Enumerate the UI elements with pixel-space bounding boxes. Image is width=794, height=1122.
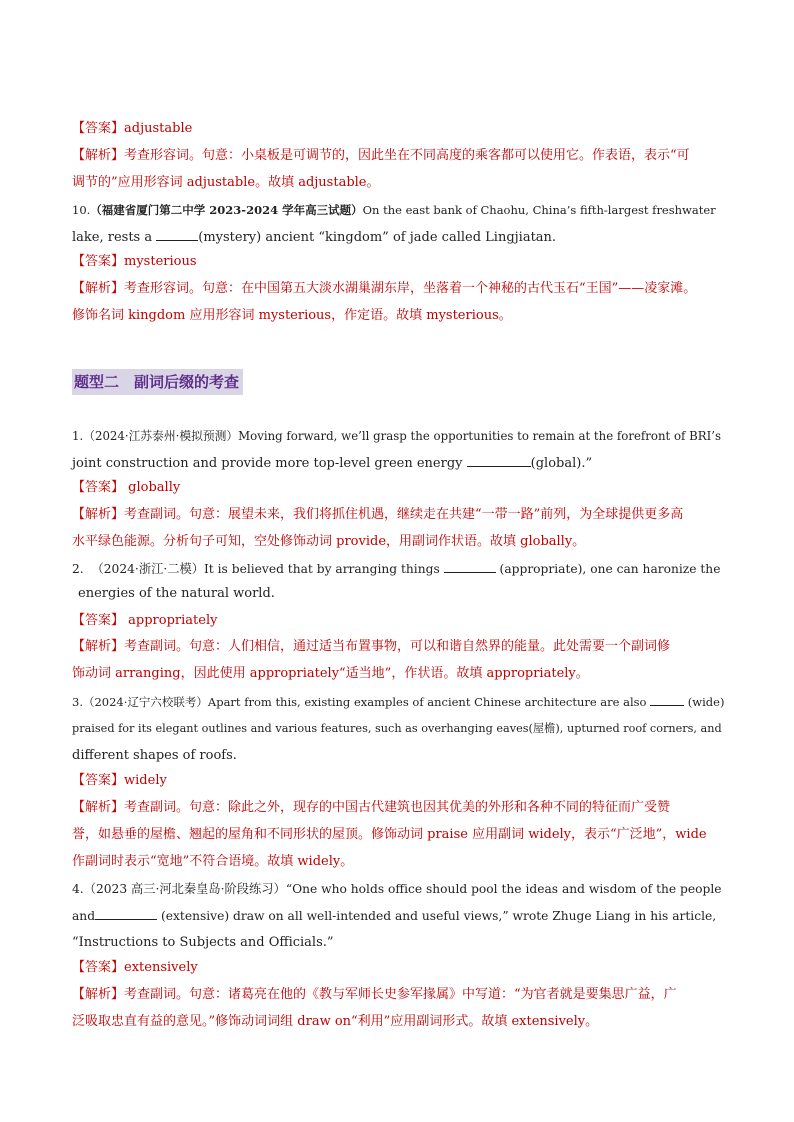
analysis-line <box>72 638 670 656</box>
question-number: 3. <box>72 695 83 709</box>
question-text: Apart from this, existing examples of ancient Chinese architecture are also <box>207 695 647 709</box>
analysis-line <box>72 533 585 551</box>
analysis-text: 饰动词 arranging，因此使用 appropriately“适当地”，作状语。故填 appropriately。 <box>72 666 589 681</box>
analysis-line <box>72 986 677 1004</box>
answer-tag: 【答案】 <box>72 960 125 975</box>
analysis-tag: 【解析】 <box>72 987 125 1002</box>
analysis-line <box>72 799 670 817</box>
question-text: (extensive) draw on all well-intended and useful views,” wrote Zhuge Liang in his article, <box>160 909 717 923</box>
analysis-text: 水平绿色能源。分析句子可知，空处修饰动词 provide，用副词作状语。故填 globally。 <box>72 534 586 549</box>
question-text: (mystery) ancient “kingdom” of jade called Lingjiatan. <box>198 230 557 245</box>
answer-tag: 【答案】 <box>72 613 125 628</box>
question-2-line-2 <box>78 585 275 603</box>
analysis-tag: 【解析】 <box>72 281 125 296</box>
question-1 <box>72 427 721 445</box>
answer-value: extensively <box>124 960 198 975</box>
question-2 <box>72 560 720 578</box>
analysis-line <box>72 826 707 844</box>
answer-line <box>72 120 192 138</box>
question-1-line-2 <box>72 454 592 473</box>
question-3-line-3 <box>72 747 237 765</box>
question-text: praised for its elegant outlines and various features, such as overhanging eaves(屋檐), upturned roof corners, and <box>72 722 722 735</box>
question-4-line-3 <box>72 934 334 952</box>
answer-value: adjustable <box>124 121 193 136</box>
analysis-text: 考查形容词。句意：在中国第五大淡水湖巢湖东岸，坐落着一个神秘的古代玉石“王国”——凌家滩。 <box>124 281 697 296</box>
answer-blank[interactable] <box>444 560 496 573</box>
analysis-text: 泛吸取忠直有益的意见。”修饰动词词组 draw on“利用”应用副词形式。故填 extensively。 <box>72 1014 599 1029</box>
analysis-text: 考查副词。句意：诸葛亮在他的《教与军师长史参军掾属》中写道：“为官者就是要集思广益，广 <box>124 987 677 1002</box>
question-text: different shapes of roofs. <box>72 748 237 763</box>
question-source: （2024·辽宁六校联考） <box>82 695 208 709</box>
answer-blank[interactable] <box>467 454 531 467</box>
question-4-line-2 <box>72 907 716 925</box>
answer-line <box>72 612 217 630</box>
analysis-text: 考查副词。句意：人们相信，通过适当布置事物，可以和谐自然界的能量。此处需要一个副词修 <box>124 639 671 654</box>
question-10-line-2 <box>72 228 556 247</box>
analysis-line <box>72 506 683 524</box>
question-text: (wide) <box>687 695 725 709</box>
analysis-line <box>72 853 353 871</box>
analysis-line <box>72 1013 598 1031</box>
question-3 <box>72 693 724 711</box>
analysis-line <box>72 174 380 192</box>
answer-blank[interactable] <box>650 693 684 706</box>
answer-tag: 【答案】 <box>72 773 125 788</box>
answer-line <box>72 772 167 790</box>
answer-tag: 【答案】 <box>72 480 125 495</box>
answer-value: mysterious <box>124 254 197 269</box>
answer-line <box>72 959 198 977</box>
answer-line <box>72 479 180 497</box>
answer-blank[interactable] <box>156 228 198 241</box>
answer-tag: 【答案】 <box>72 254 125 269</box>
question-3-line-2 <box>72 720 722 738</box>
question-text: On the east bank of Chaohu, China’s fifth-largest freshwater <box>362 203 716 217</box>
analysis-tag: 【解析】 <box>72 148 125 163</box>
question-4 <box>72 880 722 898</box>
answer-line <box>72 253 197 271</box>
analysis-line <box>72 280 696 298</box>
analysis-text: 誉，如悬垂的屋檐、翘起的屋角和不同形状的屋顶。修饰动词 praise 应用副词 widely，表示“广泛地”，wide <box>72 827 707 842</box>
analysis-tag: 【解析】 <box>72 507 125 522</box>
question-text: Moving forward, we’ll grasp the opportunities to remain at the forefront of BRI’s <box>238 429 722 443</box>
answer-value: globally <box>128 480 181 495</box>
analysis-text: 修饰名词 kingdom 应用形容词 mysterious，作定语。故填 mysterious。 <box>72 308 512 323</box>
analysis-text: 考查副词。句意：展望未来，我们将抓住机遇，继续走在共建“一带一路”前列，为全球提供更多高 <box>124 507 684 522</box>
analysis-tag: 【解析】 <box>72 800 125 815</box>
section-title: 题型二 副词后缀的考查 <box>72 369 243 395</box>
question-text: lake, rests a <box>72 230 153 245</box>
answer-blank[interactable] <box>95 907 157 920</box>
analysis-line <box>72 147 690 165</box>
question-source: （2024·江苏泰州·模拟预测） <box>83 429 239 443</box>
analysis-text: 考查副词。句意：除此之外，现存的中国古代建筑也因其优美的外形和各种不同的特征而广受赞 <box>124 800 671 815</box>
question-number: 10. <box>72 203 91 217</box>
question-text: and <box>72 909 96 923</box>
question-source: （福建省厦门第二中学 2023-2024 学年高三试题） <box>90 203 363 217</box>
question-number: 2. <box>72 562 84 576</box>
question-number: 1. <box>72 429 84 443</box>
analysis-text: 考查形容词。句意：小桌板是可调节的，因此坐在不同高度的乘客都可以使用它。作表语，表示“可 <box>124 148 690 163</box>
question-text: It is believed that by arranging things <box>203 562 440 576</box>
question-text: (global).” <box>530 456 593 471</box>
question-source: （2024·浙江·二模） <box>91 562 204 576</box>
question-text: energies of the natural world. <box>78 586 275 601</box>
question-10 <box>72 201 716 219</box>
question-text: joint construction and provide more top-level green energy <box>72 456 463 471</box>
answer-value: appropriately <box>128 613 218 628</box>
question-source: （2023 高三·河北秦皇岛·阶段练习） <box>83 882 286 896</box>
question-text: (appropriate), one can haronize the <box>499 562 721 576</box>
analysis-line <box>72 665 589 683</box>
answer-value: widely <box>124 773 167 788</box>
question-text: “Instructions to Subjects and Officials.” <box>72 935 334 950</box>
analysis-text: 作副词时表示“宽地”不符合语境。故填 widely。 <box>72 854 354 869</box>
question-text: “One who holds office should pool the ideas and wisdom of the people <box>285 882 722 896</box>
analysis-text: 调节的”应用形容词 adjustable。故填 adjustable。 <box>72 175 380 190</box>
analysis-tag: 【解析】 <box>72 639 125 654</box>
answer-tag: 【答案】 <box>72 121 125 136</box>
question-number: 4. <box>72 882 84 896</box>
analysis-line <box>72 307 512 325</box>
